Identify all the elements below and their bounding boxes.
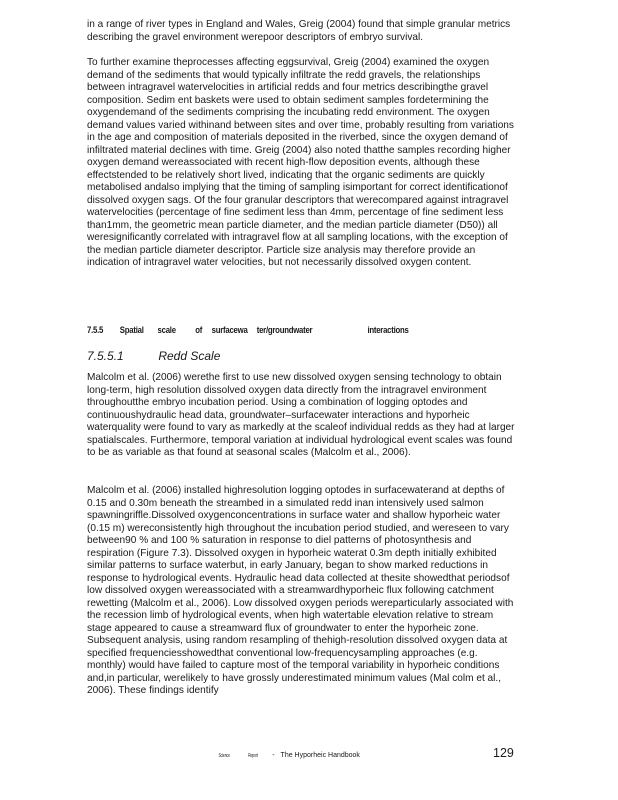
footer-report: Report [248,753,259,759]
subsection-heading-number: 7.5.5.1 [87,349,124,363]
subsection-heading-title: Redd Scale [158,349,221,363]
section-heading-word-of: of [195,325,203,336]
footer-title: The Hyporheic Handbook [280,752,360,759]
paragraph-greig-oxygen-demand: To further examine theprocesses affecting eggsurvival, Greig (2004) examined the oxygen demand of the sediments that would typically infiltrate the redd gravels, the relationships between intragravel watervelocities in artificial redds and four metrics describingthe gravel composition. Sedim ent baskets were used to obtain sediment samples fordetermining the oxygendemand of the sediments comprising the incubating redd environment. The oxygen demand values varied withinand between sites and over time, probably resulting from variations in the age and composition of materials deposited in the riverbed, since the oxygen demand of infiltrated material declines with time. Greig (2004) also noted thatthe samples recording higher oxygen demand wereassociated with recent high-flow deposition events, although these effectstended to be relatively short lived, indicating that the organic sediments are quickly metabolised andalso implying that the timing of sampling isimportant for correct identificationof dissolved oxygen sags. Of the four granular descriptors that werecompared against intragravel watervelocities (percentage of fine sediment less than 4mm, percentage of fine sediment less than1mm, the geometric mean particle diameter, and the median particle diameter (D50)) all weresignificantly correlated with intragravel flow at all sampling locations, with the exception of the median particle diameter descriptor. Particle size analysis may therefore provide an indication of intragravel water velocities, but not necessarily dissolved oxygen content. [87,57,514,268]
footer-science: Science [218,753,230,759]
section-heading-word-spatial: Spatial [119,325,144,336]
paragraph-malcolm-optodes: Malcolm et al. (2006) installed highresolution logging optodes in surfacewaterand at depths of 0.15 and 0.30m beneath the streambed in a simulated redd inan intensively used salmon spawningriffle.Dissolved oxygenconcentrations in surface water and shallow hyporheic water (0.15 m) wereconsistently high throughout the incubation period studied, and wereseen to vary between90 % and 100 % saturation in response to diel patterns of photosynthesis and respiration (Figure 7.3). Dissolved oxygen in hyporheic waterat 0.3m depth initially exhibited similar patterns to surface waterbut, in early January, began to show marked reductions in response to hydrological events. Hydraulic head data collected at thesite showedthat periodsof low dissolved oxygen wereassociated with a streamwardhyporheic flux following catchment rewetting (Malcolm et al., 2006). Low dissolved oxygen periods wereparticularly associated with the recession limb of hydrological events, when high watertable elevation relative to stream stage appeared to cause a streamward flux of groundwater to enter the hyporheic zone. Subsequent analysis, using random resampling of thehigh-resolution dissolved oxygen data at specified frequenciesshowedthat conventional low-frequencysampling approaches (e.g. monthly) would have failed to capture most of the temporal variability in hyporheic conditions and,in particular, werelikely to have grossly underestimated minimum values (Mal colm et al., 2006). These findings identify [87,485,514,696]
paragraph-malcolm-long-term: Malcolm et al. (2006) werethe first to use new dissolved oxygen sensing technology to obtain long-term, high resolution dissolved oxygen data directly from the intragravel environment throughoutthe embryo incubation period. Using a combination of logging optodes and continuoushydraulic head data, groundwater–surfacewater interactions and hyporheic waterquality were found to vary as markedly at the scaleof individual redds as they had at larger spatialscales. Furthermore, temporal variation at individual hydrological event scales was found to be as variable as that found at seasonal scales (Malcolm et al., 2006). [87,372,515,458]
page-number: 129 [493,746,514,760]
section-heading-number: 7.5.5 [87,325,104,336]
section-heading-word-groundwater: ter/groundwater [256,325,313,336]
section-heading-7-5-5 [87,325,440,336]
page-footer [216,752,360,759]
section-heading-word-surfacewa: surfacewa [211,325,248,336]
section-heading-word-interactions: interactions [367,325,409,336]
section-heading-word-scale: scale [157,325,176,336]
paragraph-intro-continuation: in a range of river types in England and Wales, Greig (2004) found that simple granular metrics describing the gravel environment werepoor descriptors of embryo survival. [87,19,511,43]
subsection-heading-7-5-5-1 [87,349,517,363]
footer-separator: - [272,752,275,759]
